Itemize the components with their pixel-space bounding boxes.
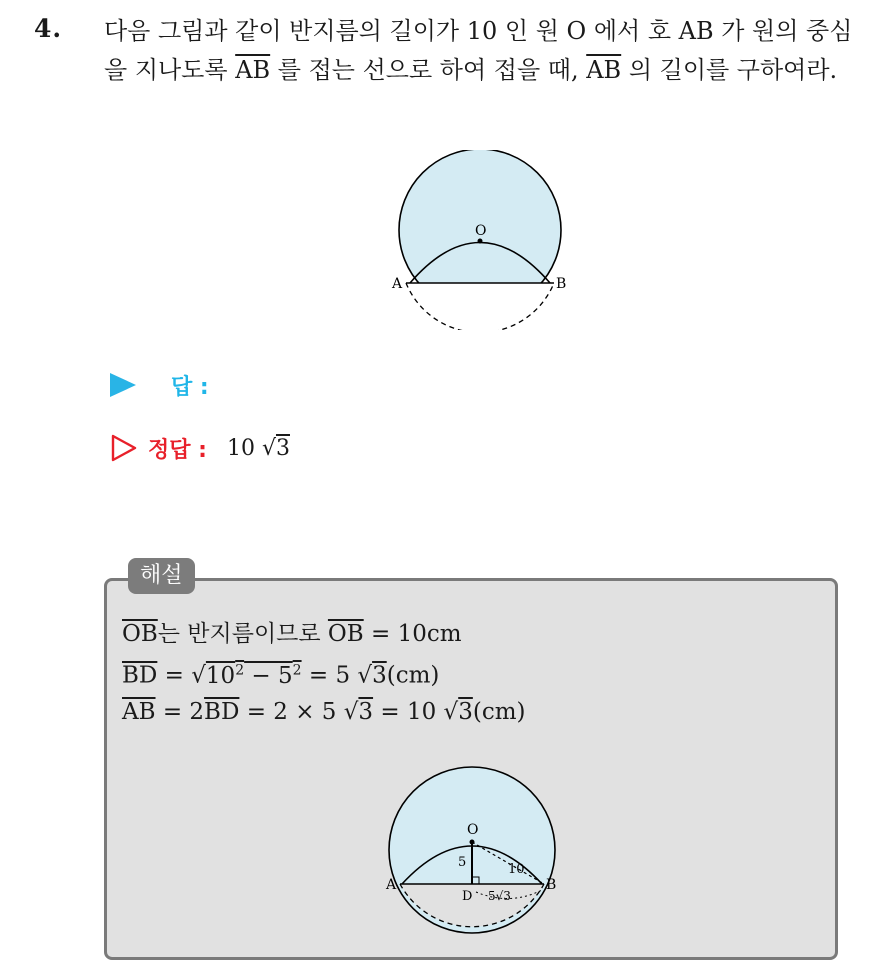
- radicand: 3: [372, 662, 387, 689]
- radicand: 5: [278, 662, 293, 689]
- explanation-line-3: $\overline{AB} = 2\overline{BD} = 2 \times 5$ √3 = 10 √3(cm): [122, 698, 526, 725]
- question-text-part: 를 접는 선으로 하여 접을 때,: [270, 56, 587, 84]
- outline-play-icon: [110, 433, 138, 463]
- center-point: [478, 239, 483, 244]
- figure-explanation: [372, 766, 572, 936]
- explanation-line-1: [122, 616, 525, 652]
- segment-ab: $\overline{AB}$: [586, 56, 622, 84]
- dashed-arc: [406, 283, 554, 330]
- answer-row: [110, 368, 209, 402]
- question-text: [104, 12, 864, 90]
- radicand: 3: [358, 698, 374, 725]
- correct-radicand: 3: [275, 435, 290, 461]
- explanation-text: [122, 616, 525, 730]
- answer-label: 답 :: [171, 374, 209, 400]
- radicand: 3: [458, 698, 473, 725]
- question-text-part: 의 길이를 구하여라.: [621, 56, 838, 84]
- segment-ab: $\overline{AB}$: [122, 698, 156, 725]
- exponent: 2: [235, 662, 245, 678]
- label-o: O: [475, 223, 487, 239]
- segment-ob: $\overline{OB}$: [122, 621, 158, 647]
- label-o: O: [467, 822, 479, 838]
- label-5-sqrt3: 5√3: [488, 889, 511, 903]
- segment-ab: $\overline{AB}$: [235, 56, 271, 84]
- question-text-part: 다음 그림과 같이 반지름의 길이가 10 인 원 O 에서 호 AB 가 원의 중심을 지나도록: [104, 17, 853, 84]
- radicand: 10: [205, 662, 236, 689]
- explanation-text-part: = 10cm: [363, 621, 462, 647]
- explanation-tab: 해설: [128, 558, 195, 594]
- label-a: A: [392, 276, 403, 292]
- label-d: D: [462, 889, 473, 904]
- segment-bd: $\overline{BD}$: [122, 662, 158, 689]
- explanation-text-part: 는 반지름이므로: [157, 621, 328, 647]
- correct-value: 10 √3: [226, 435, 290, 461]
- correct-coef: 10: [226, 435, 255, 461]
- minus: −: [244, 662, 279, 689]
- center-point: [470, 840, 475, 845]
- label-b: B: [546, 877, 557, 893]
- explanation-line-2: $\overline{BD} = √10^2 - 5^2 = 5$ √3(cm): [122, 662, 440, 689]
- explanation-text-part: = 10: [373, 698, 437, 725]
- label-a: A: [386, 877, 397, 893]
- figure-folded-circle: [380, 150, 580, 330]
- label-b: B: [556, 276, 567, 292]
- play-icon: [110, 373, 136, 397]
- explanation-text-part: = 2: [155, 698, 205, 725]
- unit: (cm): [386, 662, 440, 689]
- explanation-text-part: =: [157, 662, 192, 689]
- correct-label: 정답 :: [148, 437, 207, 463]
- segment-ob: $\overline{OB}$: [327, 621, 364, 647]
- segment-bd: $\overline{BD}$: [204, 698, 240, 725]
- label-10: 10: [508, 862, 525, 877]
- radical-expression: [206, 663, 302, 689]
- question-number: 4.: [34, 14, 63, 43]
- correct-answer-row: [110, 428, 290, 468]
- explanation-text-part: = 2 × 5: [239, 698, 337, 725]
- exponent: 2: [292, 662, 302, 678]
- label-5: 5: [458, 855, 467, 870]
- explanation-text-part: = 5: [301, 662, 351, 689]
- unit: (cm): [472, 698, 526, 725]
